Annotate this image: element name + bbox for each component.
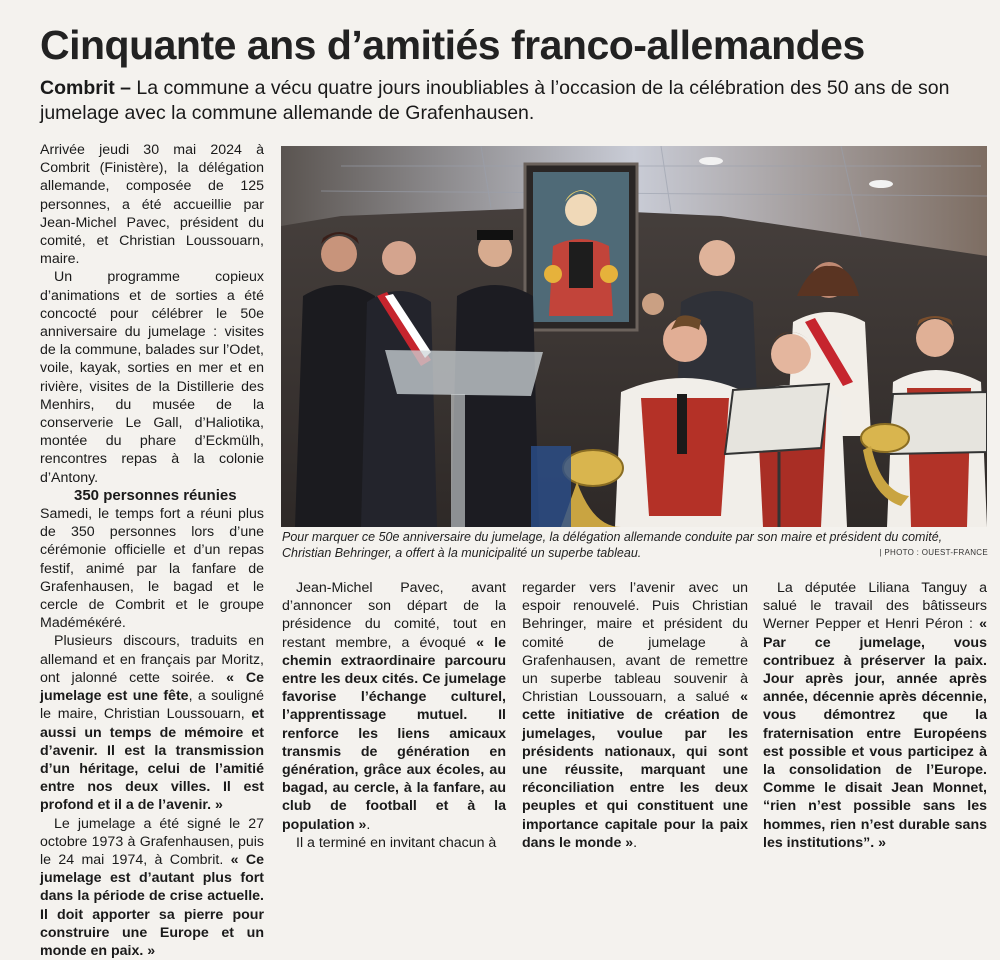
col4-paragraph-1	[763, 579, 987, 852]
col1-paragraph-4	[40, 632, 264, 814]
col1-p5-quote: « Ce jumelage est d’autant plus fort dans la période de crise actuelle. Il doit apporter sa pierre pour construire une Europe et un monde en paix. »	[40, 851, 264, 959]
lead-text: La commune a vécu quatre jours inoubliables à l’occasion de la célébration des 50 ans de son jumelage avec la commune allemande de Grafenhausen.	[40, 77, 950, 124]
col1-paragraph-5	[40, 815, 264, 960]
col1-p4-attribution: , a souligné le maire, Christian Loussouarn,	[40, 688, 264, 723]
col1-p4-quote-1: « Ce jumelage est une fête	[40, 669, 264, 705]
col1-p4-text: Plusieurs discours, traduits en allemand et en français par Moritz, ont jalonné cette soirée.	[40, 633, 264, 686]
column-1	[40, 141, 264, 960]
col2-paragraph-2: Il a terminé en invitant chacun à	[296, 834, 497, 851]
column-2	[282, 579, 506, 852]
photo-illustration	[281, 146, 987, 527]
col2-p1-quote: « le chemin extraordinaire parcouru entre les deux cités. Ce jumelage favorise l’échange culturel, l’apprentissage mutuel. Il renforce les liens amicaux transmis de génération en génération, grâce aux écoles, au bagad, au cercle, à la fanfare, au club de football et à la population »	[282, 634, 506, 833]
col1-paragraph-3: Samedi, le temps fort a réuni plus de 350 personnes lors d’une cérémonie officielle et d’un repas festif, animé par la fanfare de Grafenhausen, le bagad et le cercle de Combrit et le groupe Madéméкéré.	[40, 506, 264, 632]
col2-p1-text: Jean-Michel Pavec, avant d’annoncer son départ de la présidence du comité, tout en restant membre, a évoqué	[282, 580, 506, 651]
col3-p1-end: .	[633, 834, 638, 851]
lead-paragraph	[40, 76, 960, 126]
col1-p4-quote-2: et aussi un temps de mémoire et d’avenir. Il est la transmission d’un héritage, celui de l’amitié entre nos deux villes. Il est profond et il a de l’avenir. »	[40, 706, 264, 814]
col2-p1-end: .	[366, 816, 371, 833]
col4-p1-quote: « Par ce jumelage, vous contribuez à préserver la paix. Jour après jour, année après année, décennie après décennie, vous démontrez que la fraternisation entre Européens est possible et vous participez à la consolidation de l’Europe. Comme le disait Jean Monnet, “rien n’est possible sans les hommes, rien n’est durable sans les institutions”. »	[763, 616, 987, 851]
photo	[281, 146, 987, 527]
photo-credit: | PHOTO : OUEST-FRANCE	[879, 548, 988, 557]
col1-paragraph-2: Un programme copieux d’animations et de sorties a été concocté pour célébrer le 50e anniversaire du jumelage : visites de la commune, balades sur l’Odet, voile, kayak, sorties en mer et en rivière, visites de la Distillerie des Menhirs, du musée de la conserverie Le Gall, d’Haliotika, montée du phare d’Eckmülh, rencontres repas à la colonie d’Antony.	[40, 269, 264, 486]
lead-kicker: Combrit –	[40, 77, 132, 99]
photo-caption: Pour marquer ce 50e anniversaire du jumelage, la délégation allemande conduite par son maire et président du comité, Christian Behringer, a offert à la municipalité un superbe tableau.	[282, 530, 943, 560]
col3-p1-quote: « cette initiative de création de jumelages, voulue par les présidents nationaux, qui sont une réussite, marquant une réconciliation entre les deux peuples et qui constituent une importance capitale pour la paix dans le monde »	[522, 689, 748, 851]
col1-paragraph-1: Arrivée jeudi 30 mai 2024 à Combrit (Finistère), la délégation allemande, composée de 125 personnes, a été accueillie par Jean-Michel Pavec, président du comité, et Christian Loussouarn, maire.	[40, 142, 264, 268]
col1-p5-text: Le jumelage a été signé le 27 octobre 1973 à Grafenhausen, puis le 24 mai 1974, à Combrit.	[40, 815, 264, 868]
column-4	[763, 579, 987, 852]
column-3	[522, 579, 748, 852]
headline: Cinquante ans d’amitiés franco-allemandes	[40, 22, 865, 68]
col1-subheading: 350 personnes réunies	[74, 486, 237, 504]
col2-paragraph-1	[282, 579, 506, 834]
col4-p1-text: La députée Liliana Tanguy a salué le travail des bâtisseurs Werner Pepper et Henri Péron :	[763, 580, 987, 633]
col3-p1-text: regarder vers l’avenir avec un espoir renouvelé. Puis Christian Behringer, maire et président du comité de jumelage à Grafenhausen, avant de remettre un superbe tableau souvenir à Christian Loussouarn, a salué	[522, 580, 748, 706]
col3-paragraph-1	[522, 579, 748, 852]
